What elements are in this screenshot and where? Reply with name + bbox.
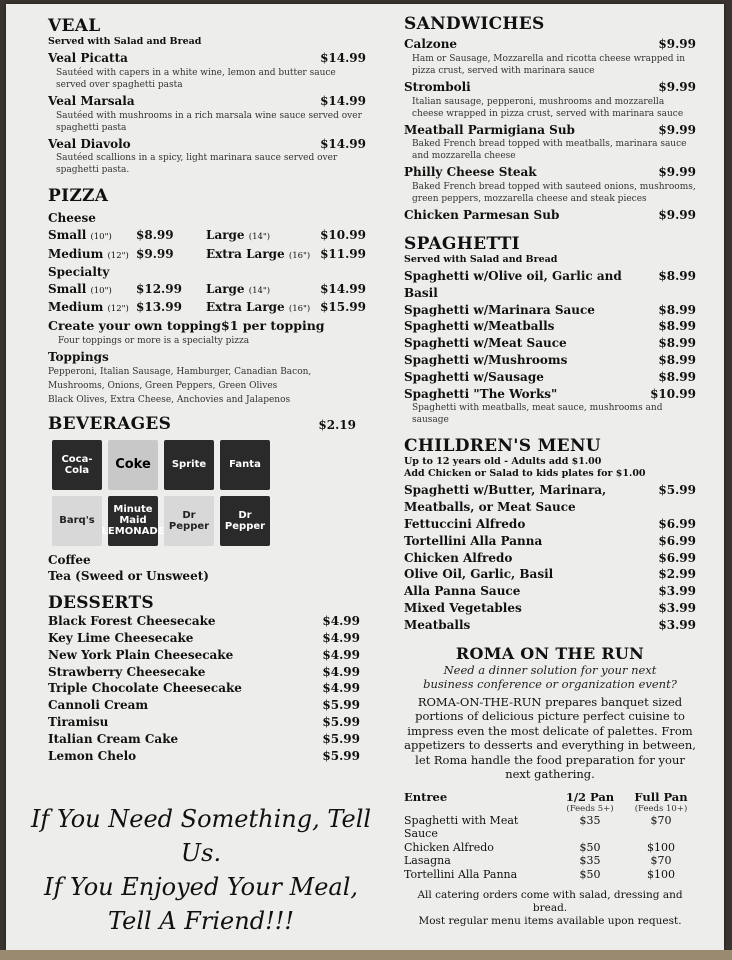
- sandwich-item-desc: Baked French bread topped with meatballs, marinara sauce and mozzarella cheese: [412, 139, 687, 162]
- pizza-size-name: Medium: [48, 300, 104, 315]
- roma-section: [404, 644, 696, 929]
- dessert-item-price: $4.99: [322, 614, 360, 629]
- sandwich-item-name: Philly Cheese Steak: [404, 165, 537, 180]
- pizza-specialty-label: Specialty: [48, 265, 110, 280]
- spaghetti-item: [404, 335, 696, 352]
- fanta-logo: Fanta: [220, 440, 270, 490]
- pizza-size-name: Large: [206, 228, 245, 243]
- slogan-line-2: If You Enjoyed Your Meal,: [43, 873, 359, 901]
- veal-item-desc: Sautéed scallions in a spicy, light marinara sauce served over spaghetti pasta.: [56, 153, 338, 176]
- pizza-price: $8.99: [136, 228, 174, 243]
- roma-body: ROMA-ON-THE-RUN prepares banquet sized portions of delicious picture perfect cuisine to impress even the most delicate of palettes. From appetizers to desserts and everything in between, let Roma handle the food preparation for your next gathering.: [404, 694, 696, 782]
- catering-entree: Chicken Alfredo: [404, 840, 494, 854]
- slogan-line-1: If You Need Something, Tell Us.: [30, 805, 372, 867]
- children-item-price: $3.99: [658, 600, 696, 615]
- beverages-section: [48, 414, 366, 586]
- minute-maid-logo: Minute Maid LEMONADE: [108, 496, 158, 546]
- catering-header-notes: (Feeds 5+) (Feeds 10+): [566, 803, 688, 814]
- children-item-name: Chicken Alfredo: [404, 550, 513, 565]
- pizza-size: [206, 281, 320, 300]
- pizza-size-row: [48, 281, 366, 300]
- sandwich-item: [404, 79, 696, 96]
- pizza-specialty-rows: [48, 281, 366, 318]
- catering-full-price: $100: [647, 840, 675, 854]
- menu-page: [6, 4, 724, 950]
- pizza-price: $12.99: [136, 281, 182, 296]
- dessert-item-name: Cannoli Cream: [48, 698, 149, 713]
- dessert-item: [48, 630, 360, 647]
- desserts-title: DESSERTS: [48, 593, 154, 614]
- catering-row: [404, 814, 696, 841]
- pizza-size: [48, 299, 136, 318]
- catering-row: [404, 868, 696, 882]
- children-item: [404, 550, 696, 567]
- diet-dr-pepper-logo: Dr Pepper: [164, 496, 214, 546]
- coca-cola-logo: Coca-Cola: [52, 440, 102, 490]
- veal-item: [48, 50, 366, 67]
- dessert-item-name: Strawberry Cheesecake: [48, 664, 206, 679]
- catering-full-price: $70: [650, 813, 672, 827]
- beverages-title: BEVERAGES: [48, 413, 172, 434]
- catering-entree: Lasagna: [404, 854, 451, 868]
- veal-item-name: Veal Diavolo: [48, 136, 131, 151]
- barqs-logo: Barq's: [52, 496, 102, 546]
- children-item-price: $3.99: [658, 617, 696, 632]
- catering-half-price: $50: [579, 840, 601, 854]
- sandwich-list: [404, 36, 696, 224]
- children-note-2: Add Chicken or Salad to kids plates for $1.00: [404, 468, 646, 480]
- veal-title: VEAL: [48, 16, 101, 36]
- dessert-item: [48, 714, 360, 731]
- pizza-price: $13.99: [136, 300, 182, 315]
- spaghetti-item-name: Spaghetti w/Marinara Sauce: [404, 302, 595, 317]
- children-item-name: Alla Panna Sauce: [404, 584, 521, 599]
- pizza-size-inches: (14"): [248, 232, 271, 243]
- children-item: [404, 583, 696, 600]
- veal-item-price: $14.99: [320, 51, 366, 65]
- pizza-size-name: Medium: [48, 246, 104, 261]
- pizza-cheese-rows: [48, 227, 366, 264]
- spaghetti-item-price: $8.99: [658, 302, 696, 317]
- catering-half-price: $35: [579, 813, 601, 827]
- pizza-size-row: [48, 246, 366, 265]
- spaghetti-list: [404, 268, 696, 402]
- sandwich-item-price: $9.99: [658, 208, 696, 223]
- spaghetti-item-price: $8.99: [658, 319, 696, 334]
- roma-sub-1: Need a dinner solution for your next: [443, 662, 657, 677]
- pizza-size: [206, 227, 320, 246]
- children-item-name: Meatballs: [404, 617, 471, 632]
- sandwich-item-name: Chicken Parmesan Sub: [404, 208, 560, 223]
- pizza-toppings-label: Toppings: [48, 349, 109, 364]
- spaghetti-works-desc: Spaghetti with meatballs, meat sauce, mushrooms and sausage: [412, 403, 663, 426]
- sandwich-item-price: $9.99: [658, 122, 696, 137]
- table-edge: [0, 950, 732, 960]
- catering-row: [404, 841, 696, 855]
- spaghetti-item-price: $8.99: [658, 268, 696, 283]
- sandwich-item-name: Calzone: [404, 37, 458, 51]
- children-note-1: Up to 12 years old - Adults add $1.00: [404, 456, 602, 468]
- roma-title: ROMA ON THE RUN: [455, 643, 645, 663]
- children-item-name: Tortellini Alla Panna: [404, 533, 543, 548]
- pizza-size-inches: (10"): [90, 232, 112, 243]
- sandwich-item-name: Stromboli: [404, 79, 471, 94]
- pizza-topping-line: Black Olives, Extra Cheese, Anchovies and Jalapenos: [48, 394, 291, 405]
- roma-sub-2: business conference or organization event?: [423, 676, 677, 691]
- sandwich-item: [404, 36, 696, 53]
- catering-entree: Tortellini Alla Panna: [404, 867, 518, 881]
- pizza-size-row: [48, 299, 366, 318]
- sandwich-item-price: $9.99: [658, 37, 696, 51]
- pizza-size: [206, 299, 320, 318]
- catering-entree: Spaghetti with Meat Sauce: [404, 813, 519, 841]
- children-item: [404, 516, 696, 533]
- pizza-size-inches: (14"): [248, 285, 271, 296]
- pizza-size-row: [48, 227, 366, 246]
- catering-half-price: $35: [579, 854, 601, 868]
- spaghetti-item-name: Spaghetti w/Olive oil, Garlic and Basil: [404, 268, 622, 300]
- dessert-item: [48, 731, 360, 748]
- pizza-size-inches: (12"): [107, 304, 129, 315]
- children-item: [404, 617, 696, 634]
- dessert-item-name: Key Lime Cheesecake: [48, 630, 194, 645]
- catering-full-price: $70: [650, 854, 672, 868]
- dessert-item-price: $5.99: [322, 698, 360, 713]
- right-column: [404, 14, 696, 928]
- pizza-size-name: Extra Large: [206, 300, 285, 315]
- sandwiches-title: SANDWICHES: [404, 14, 545, 34]
- pizza-create-note: Four toppings or more is a specialty pizza: [58, 335, 250, 346]
- veal-item: [48, 136, 366, 153]
- pizza-size-inches: (16"): [288, 304, 311, 315]
- dessert-item-price: $5.99: [322, 748, 360, 763]
- dessert-item-name: New York Plain Cheesecake: [48, 647, 234, 662]
- sandwich-item: [404, 207, 696, 224]
- catering-rows: [404, 814, 696, 882]
- desserts-section: [48, 593, 366, 764]
- children-item-name: Fettuccini Alfredo: [404, 516, 526, 531]
- desserts-list: [48, 613, 360, 764]
- dessert-item-name: Black Forest Cheesecake: [48, 614, 216, 629]
- dessert-item-name: Italian Cream Cake: [48, 731, 179, 746]
- sandwich-item-desc: Italian sausage, pepperoni, mushrooms and mozzarella cheese wrapped in pizza crust, served with marinara sauce: [412, 96, 684, 119]
- pizza-size-name: Extra Large: [206, 246, 285, 261]
- veal-list: [48, 50, 366, 176]
- spaghetti-item: [404, 318, 696, 335]
- pizza-create-own: Create your own topping$1 per topping: [48, 317, 325, 333]
- children-item-price: $6.99: [658, 550, 696, 565]
- slogan-line-3: Tell A Friend!!!: [107, 907, 295, 935]
- spaghetti-item: [404, 352, 696, 369]
- left-column: [48, 16, 366, 772]
- spaghetti-item-price: $8.99: [658, 336, 696, 351]
- pizza-price: $9.99: [136, 246, 174, 261]
- pizza-topping-line: Pepperoni, Italian Sausage, Hamburger, Canadian Bacon,: [48, 366, 312, 377]
- spaghetti-item-price: $10.99: [650, 386, 696, 401]
- spaghetti-section: [404, 234, 696, 426]
- sandwiches-section: [404, 14, 696, 224]
- catering-full-price: $100: [647, 867, 675, 881]
- children-item-price: $6.99: [658, 533, 696, 548]
- children-item: [404, 566, 696, 583]
- catering-footer: All catering orders come with salad, dressing and bread. Most regular menu items available upon request.: [417, 889, 683, 928]
- beverage-logos: [52, 440, 366, 546]
- spaghetti-subtitle: Served with Salad and Bread: [404, 253, 558, 265]
- children-item: [404, 533, 696, 550]
- beverage-coffee: Coffee: [48, 552, 91, 567]
- dessert-item: [48, 748, 360, 765]
- spaghetti-item-price: $8.99: [658, 369, 696, 384]
- dessert-item-price: $4.99: [322, 681, 360, 696]
- veal-item-desc: Sautéed with capers in a white wine, lemon and butter sauce served over spaghetti pasta: [56, 67, 336, 90]
- veal-item-desc: Sautéed with mushrooms in a rich marsala wine sauce served over spaghetti pasta: [56, 110, 362, 133]
- dessert-item-price: $5.99: [322, 731, 360, 746]
- children-section: [404, 436, 696, 633]
- veal-item-price: $14.99: [320, 93, 366, 108]
- pizza-topping-line: Mushrooms, Onions, Green Peppers, Green Olives: [48, 380, 278, 391]
- spaghetti-item-price: $8.99: [658, 352, 696, 367]
- children-list: [404, 516, 696, 634]
- dessert-item-name: Lemon Chelo: [48, 748, 137, 763]
- dessert-item: [48, 647, 360, 664]
- sprite-logo: Sprite: [164, 440, 214, 490]
- spaghetti-title: SPAGHETTI: [404, 233, 520, 254]
- sandwich-item-name: Meatball Parmigiana Sub: [404, 122, 575, 137]
- veal-subtitle: Served with Salad and Bread: [48, 36, 202, 47]
- children-item-price: $6.99: [658, 516, 696, 531]
- dessert-item: [48, 613, 360, 630]
- spaghetti-item-name: Spaghetti w/Mushrooms: [404, 352, 568, 367]
- pizza-title: PIZZA: [48, 186, 109, 207]
- spaghetti-item-name: Spaghetti w/Meatballs: [404, 319, 555, 334]
- children-item-name: Mixed Vegetables: [404, 600, 522, 615]
- sandwich-item-price: $9.99: [658, 79, 696, 94]
- dessert-item-price: $4.99: [322, 630, 360, 645]
- beverages-price: $2.19: [318, 417, 356, 432]
- pizza-size: [48, 246, 136, 265]
- children-item-name: Olive Oil, Garlic, Basil: [404, 567, 554, 582]
- pizza-toppings-list: [48, 366, 366, 406]
- coke-zero-logo: Coke: [108, 440, 158, 490]
- spaghetti-item: [404, 369, 696, 386]
- sandwich-item-desc: Baked French bread topped with sauteed onions, mushrooms, green peppers, mozzarella cheese and steak pieces: [412, 182, 696, 205]
- spaghetti-item-name: Spaghetti w/Meat Sauce: [404, 336, 567, 351]
- pizza-price: $15.99: [320, 300, 366, 315]
- spaghetti-item: [404, 386, 696, 403]
- pizza-size-name: Small: [48, 228, 87, 243]
- dessert-item-price: $4.99: [322, 664, 360, 679]
- pizza-size-inches: (10"): [90, 285, 112, 296]
- veal-section: [48, 16, 366, 176]
- children-item-price: $3.99: [658, 584, 696, 599]
- spaghetti-item: [404, 302, 696, 319]
- pizza-cheese-label: Cheese: [48, 211, 96, 226]
- pizza-price: $11.99: [320, 246, 366, 261]
- dr-pepper-logo: Dr Pepper: [220, 496, 270, 546]
- pizza-size-name: Small: [48, 281, 87, 296]
- pizza-size: [48, 281, 136, 300]
- slogan: [26, 802, 376, 938]
- spaghetti-item-name: Spaghetti w/Sausage: [404, 369, 544, 384]
- catering-header: Entree 1/2 Pan Full Pan: [404, 789, 688, 804]
- veal-item-price: $14.99: [320, 136, 366, 151]
- dessert-item-name: Triple Chocolate Cheesecake: [48, 681, 242, 696]
- dessert-item: [48, 697, 360, 714]
- beverage-tea: Tea (Sweed or Unsweet): [48, 569, 209, 584]
- dessert-item: [48, 664, 360, 681]
- pizza-size-inches: (12"): [107, 250, 129, 261]
- children-item-price: $2.99: [658, 567, 696, 582]
- spaghetti-item: [404, 268, 696, 302]
- pizza-size-name: Large: [206, 281, 245, 296]
- pizza-size: [206, 246, 320, 265]
- children-first-item: Spaghetti w/Butter, Marinara, $5.99: [404, 483, 696, 498]
- catering-half-price: $50: [579, 867, 601, 881]
- dessert-item-name: Tiramisu: [48, 714, 109, 729]
- pizza-size: [48, 227, 136, 246]
- children-title: CHILDREN'S MENU: [404, 436, 601, 457]
- pizza-price: $10.99: [320, 228, 366, 243]
- sandwich-item-desc: Ham or Sausage, Mozzarella and ricotta cheese wrapped in pizza crust, served with marinara sauce: [412, 53, 686, 76]
- children-item: [404, 600, 696, 617]
- dessert-item: [48, 680, 360, 697]
- dessert-item-price: $5.99: [322, 714, 360, 729]
- children-first-item-line-2: Meatballs, or Meat Sauce: [404, 500, 576, 515]
- sandwich-item-price: $9.99: [658, 165, 696, 180]
- veal-item: [48, 93, 366, 110]
- sandwich-item: [404, 122, 696, 139]
- dessert-item-price: $4.99: [322, 647, 360, 662]
- spaghetti-item-name: Spaghetti "The Works": [404, 386, 558, 401]
- pizza-section: [48, 186, 366, 405]
- catering-row: [404, 854, 696, 868]
- pizza-size-inches: (16"): [288, 250, 311, 261]
- sandwich-item: [404, 164, 696, 181]
- veal-item-name: Veal Picatta: [48, 51, 128, 65]
- veal-item-name: Veal Marsala: [48, 93, 135, 108]
- pizza-price: $14.99: [320, 281, 366, 296]
